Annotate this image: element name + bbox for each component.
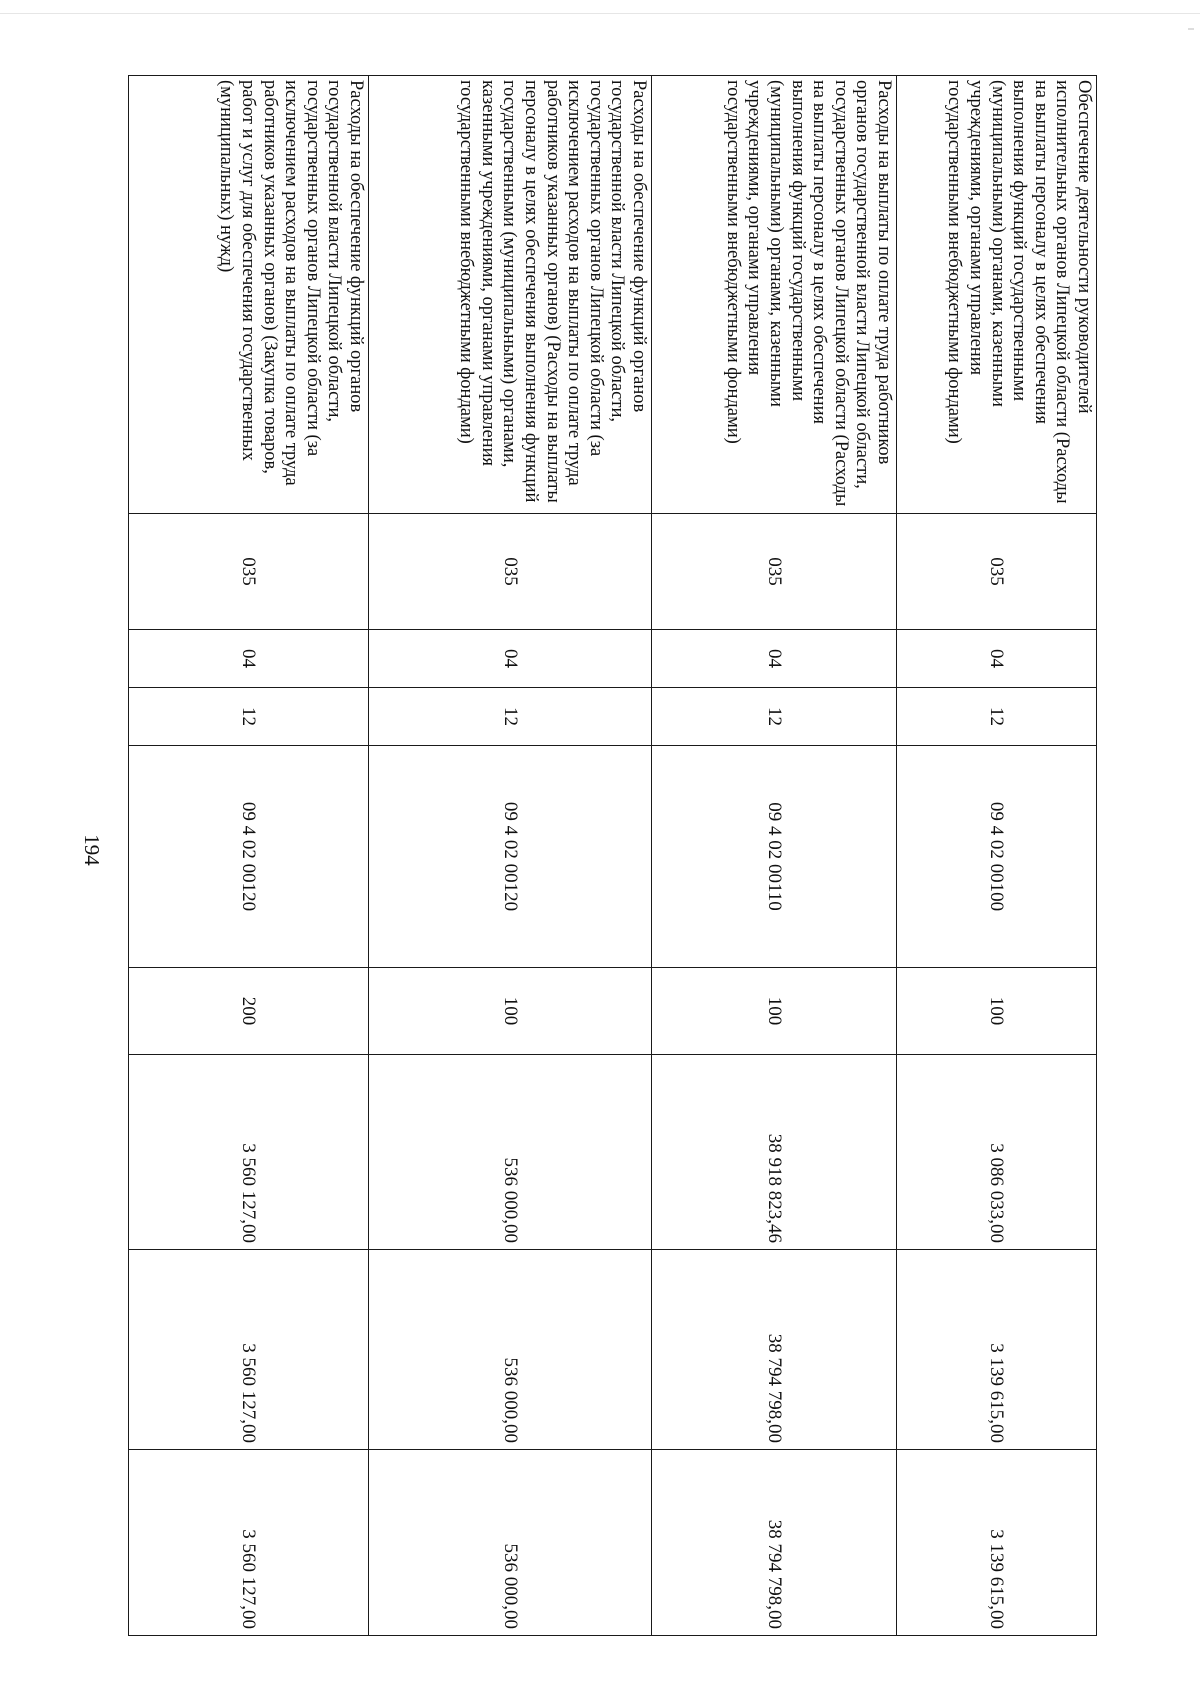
target-article-code: 09 4 02 00120 — [369, 746, 652, 968]
row-description: Расходы на выплаты по оплате труда работников органов государственной власти Липецкой области, государственных органов Липецкой области (Расходы на выплаты персоналу в целях обеспечения выполнения функций государственными (муниципальными) органами, казенными учреждениями, органами управления государственными внебюджетными фондами) — [652, 76, 897, 514]
amount-year-3: 3 139 615,00 — [897, 1450, 1097, 1636]
table-row — [897, 76, 1097, 1636]
amount-year-3: 536 000,00 — [369, 1450, 652, 1636]
amount-year-1: 3 560 127,00 — [129, 1055, 369, 1250]
grbs-code: 035 — [129, 514, 369, 630]
table-row — [652, 76, 897, 1636]
amount-year-2: 536 000,00 — [369, 1250, 652, 1450]
target-article-code: 09 4 02 00120 — [129, 746, 369, 968]
section-code: 04 — [897, 630, 1097, 688]
subsection-code: 12 — [652, 688, 897, 746]
page-number: 194 — [80, 834, 104, 866]
budget-table-rotated — [129, 75, 1097, 1635]
grbs-code: 035 — [369, 514, 652, 630]
expense-type-code: 100 — [652, 968, 897, 1055]
grbs-code: 035 — [897, 514, 1097, 630]
row-description: Обеспечение деятельности руководителей исполнительных органов Липецкой области (Расходы на выплаты персоналу в целях обеспечения выполнения функций государственными (муниципальными) органами, казенными учреждениями, органами управления государственными внебюджетными фондами) — [897, 76, 1097, 514]
amount-year-2: 38 794 798,00 — [652, 1250, 897, 1450]
section-code: 04 — [652, 630, 897, 688]
expense-type-code: 200 — [129, 968, 369, 1055]
amount-year-1: 3 086 033,00 — [897, 1055, 1097, 1250]
row-description: Расходы на обеспечение функций органов государственной власти Липецкой области, государственных органов Липецкой области (за исключением расходов на выплаты по оплате труда работников указанных органов) (Закупка товаров, работ и услуг для обеспечения государственных (муниципальных) нужд) — [129, 76, 369, 514]
target-article-code: 09 4 02 00100 — [897, 746, 1097, 968]
amount-year-1: 536 000,00 — [369, 1055, 652, 1250]
amount-year-1: 38 918 823,46 — [652, 1055, 897, 1250]
target-article-code: 09 4 02 00110 — [652, 746, 897, 968]
amount-year-3: 3 560 127,00 — [129, 1450, 369, 1636]
scan-mark — [1188, 28, 1194, 30]
section-code: 04 — [369, 630, 652, 688]
expense-type-code: 100 — [369, 968, 652, 1055]
row-description: Расходы на обеспечение функций органов государственной власти Липецкой области, государственных органов Липецкой области (за исключением расходов на выплаты по оплате труда работников указанных органов) (Расходы на выплаты персоналу в целях обеспечения выполнения функций государственными (муниципальными) органами, казенными учреждениями, органами управления государственными внебюджетными фондами) — [369, 76, 652, 514]
budget-table — [128, 75, 1097, 1636]
section-code: 04 — [129, 630, 369, 688]
page-edge-line — [0, 13, 1200, 14]
subsection-code: 12 — [129, 688, 369, 746]
table-row — [129, 76, 369, 1636]
table-row — [369, 76, 652, 1636]
amount-year-2: 3 560 127,00 — [129, 1250, 369, 1450]
amount-year-3: 38 794 798,00 — [652, 1450, 897, 1636]
amount-year-2: 3 139 615,00 — [897, 1250, 1097, 1450]
grbs-code: 035 — [652, 514, 897, 630]
subsection-code: 12 — [897, 688, 1097, 746]
subsection-code: 12 — [369, 688, 652, 746]
expense-type-code: 100 — [897, 968, 1097, 1055]
